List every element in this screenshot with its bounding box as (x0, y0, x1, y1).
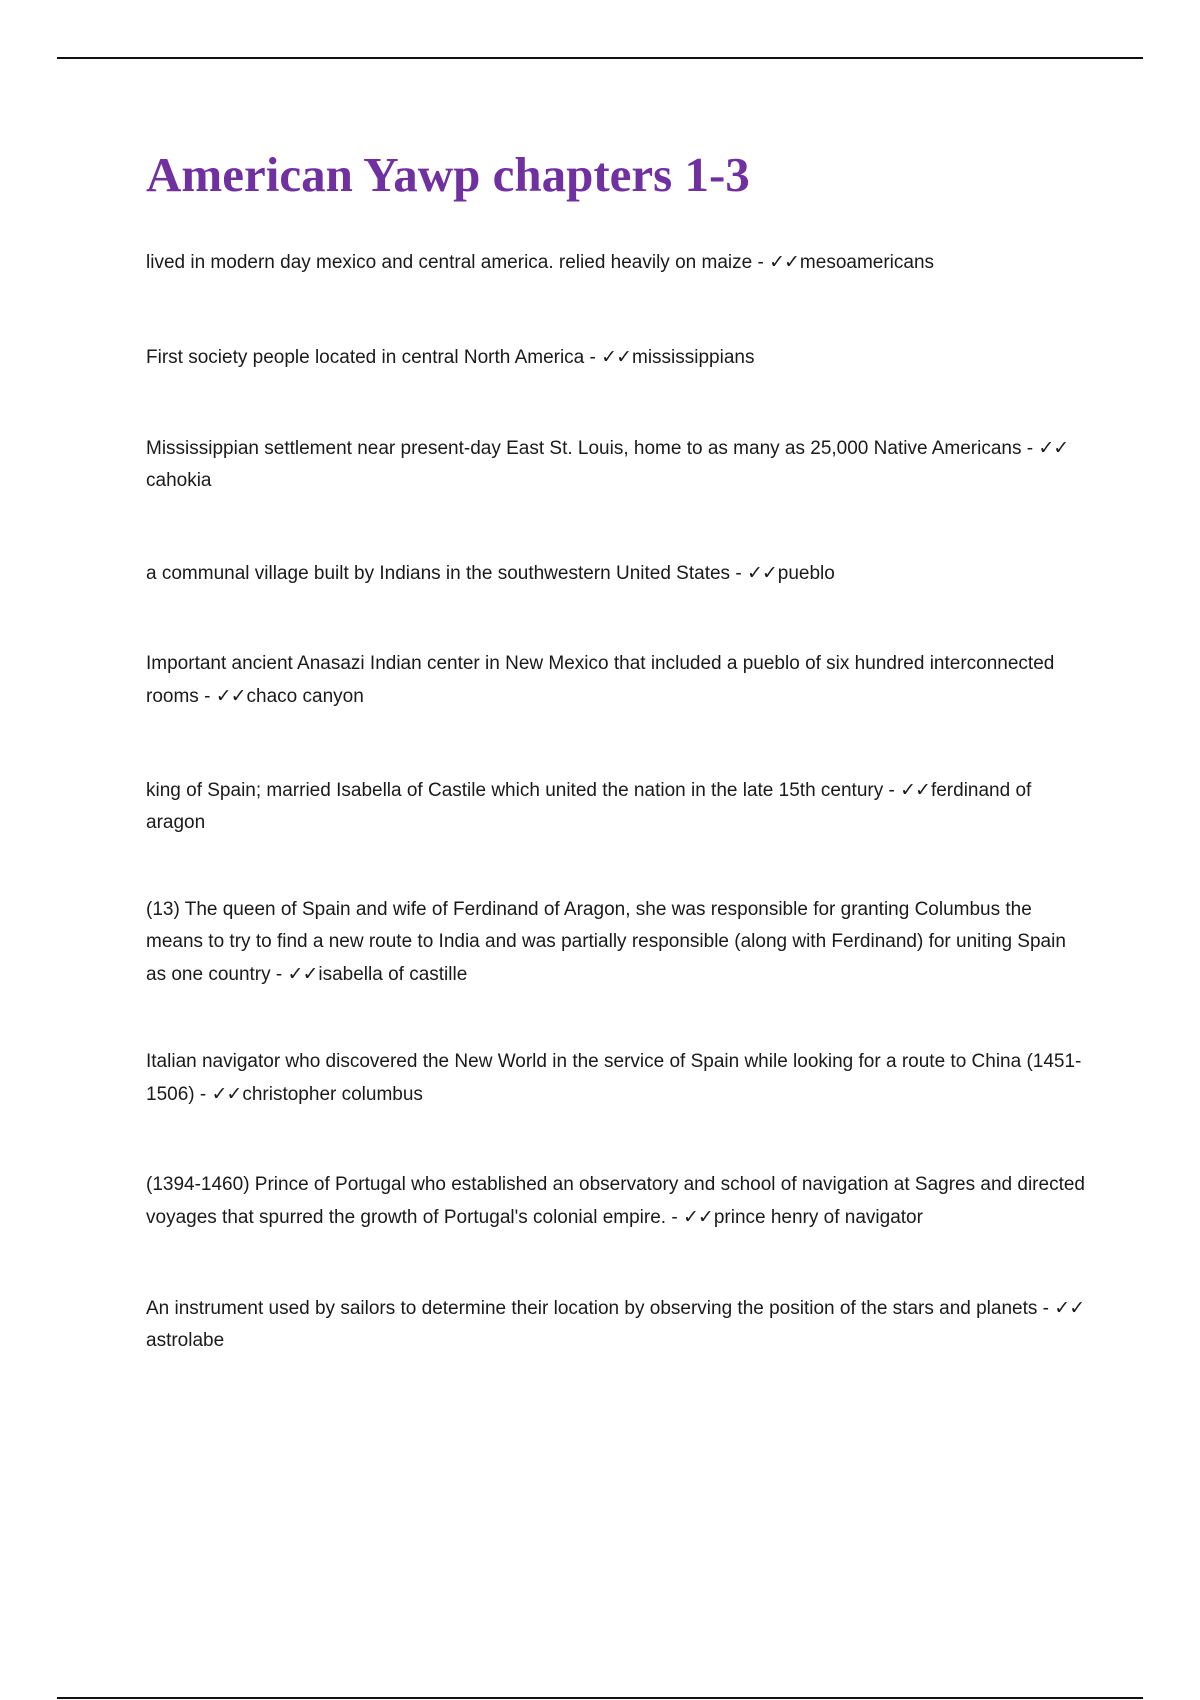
document-title: American Yawp chapters 1-3 (146, 147, 750, 202)
separator: - (730, 563, 747, 584)
question-text: Mississippian settlement near present-day East St. Louis, home to as many as 25,000 Native Americans (146, 438, 1022, 459)
answer-text: cahokia (146, 470, 212, 491)
separator: - (752, 252, 770, 273)
answer-text: astrolabe (146, 1330, 225, 1351)
flashcard-entry (146, 774, 1091, 839)
header-rule (57, 57, 1143, 59)
separator: - (198, 686, 216, 707)
check-mark-icon: ✓✓ (215, 685, 246, 707)
answer-text: mesoamericans (799, 252, 935, 273)
question-text: a communal village built by Indians in the southwestern United States (146, 563, 731, 584)
flashcard-entry (146, 432, 1091, 497)
answer-text: chaco canyon (246, 686, 364, 707)
answer-text: prince henry of navigator (713, 1207, 923, 1228)
check-mark-icon: ✓✓ (682, 1206, 713, 1228)
flashcard-entry (146, 648, 1091, 713)
answer-text: christopher columbus (242, 1084, 423, 1105)
question-text: Important ancient Anasazi Indian center in New Mexico that included a pueblo of six hundred interconnected rooms (146, 653, 1055, 707)
flashcard-entry (146, 557, 1091, 590)
check-mark-icon: ✓✓ (769, 251, 799, 273)
answer-text: mississippians (632, 347, 755, 368)
question-text: First society people located in central North America (146, 347, 585, 368)
separator: - (883, 780, 901, 801)
question-text: Italian navigator who discovered the New World in the service of Spain while looking for a route to China (1451-1506) (146, 1051, 1082, 1105)
separator: - (1037, 1298, 1055, 1319)
check-mark-icon: ✓✓ (601, 346, 631, 368)
question-text: An instrument used by sailors to determine their location by observing the position of the stars and planets (146, 1298, 1038, 1319)
check-mark-icon: ✓✓ (746, 562, 777, 584)
separator: - (1021, 438, 1039, 459)
flashcard-entry (146, 1292, 1091, 1357)
flashcard-entry (146, 341, 1091, 374)
check-mark-icon: ✓✓ (1038, 437, 1069, 459)
flashcard-entry (146, 246, 1091, 279)
flashcard-entry (146, 894, 1091, 991)
question-text: lived in modern day mexico and central america. relied heavily on maize (146, 252, 753, 273)
separator: - (666, 1207, 683, 1228)
check-mark-icon: ✓✓ (1054, 1297, 1085, 1319)
flashcard-entry (146, 1046, 1091, 1111)
footer-rule (57, 1697, 1143, 1699)
check-mark-icon: ✓✓ (900, 779, 930, 801)
flashcard-entry (146, 1169, 1091, 1234)
question-text: king of Spain; married Isabella of Castile which united the nation in the late 15th century (146, 780, 884, 801)
question-text: (1394-1460) Prince of Portugal who established an observatory and school of navigation at Sagres and directed voyages that spurred the growth of Portugal's colonial empire. (146, 1174, 1085, 1228)
answer-text: pueblo (777, 563, 835, 584)
question-text: (13) The queen of Spain and wife of Ferdinand of Aragon, she was responsible for granting Columbus the means to try to find a new route to India and was partially responsible (along with Ferdinand) for uniting Spain as one country (146, 899, 1066, 985)
answer-text: ferdinand of aragon (146, 780, 1032, 833)
check-mark-icon: ✓✓ (287, 963, 318, 985)
check-mark-icon: ✓✓ (211, 1083, 242, 1105)
answer-text: isabella of castille (318, 964, 468, 985)
separator: - (584, 347, 602, 368)
separator: - (270, 964, 288, 985)
separator: - (194, 1084, 212, 1105)
